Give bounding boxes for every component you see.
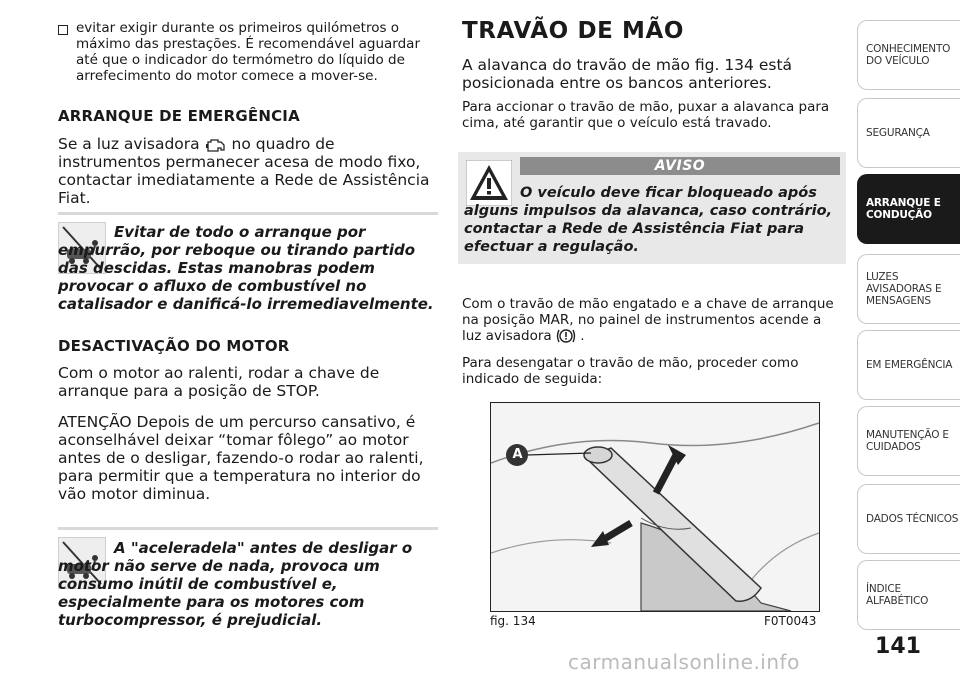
chapter-tab-8[interactable]: ÍNDICE ALFABÉTICO (857, 560, 960, 630)
chapter-tab-6[interactable]: MANUTENÇÃO E CUIDADOS (857, 406, 960, 476)
chapter-tab-5[interactable]: EM EMERGÊNCIA (857, 330, 960, 400)
warning-text-push-start: Evitar de todo o arranque por empurrão, por reboque ou tirando partido das descidas. Estas manobras podem provocar o afluxo de combustível no catalisador e danificá-lo irremediavelmente. (58, 223, 434, 313)
chapter-tab-1[interactable]: CONHECIMENTO DO VEÍCULO (857, 20, 960, 90)
bullet-item (58, 20, 436, 84)
emergency-start-text (58, 135, 438, 207)
figure-label: fig. 134 (490, 614, 536, 628)
warning-box-revving (58, 527, 438, 630)
watermark: carmanualsonline.info (568, 650, 800, 674)
page-title: TRAVÃO DE MÃO (462, 18, 685, 44)
section-title-emergency-start: ARRANQUE DE EMERGÊNCIA (58, 107, 300, 125)
handbrake-intro-1: A alavanca do travão de mão fig. 134 está posicionada entre os bancos anteriores. (462, 56, 793, 92)
chapter-tab-2[interactable]: SEGURANÇA (857, 98, 960, 168)
emergency-start-text-a: Se a luz avisadora (58, 135, 200, 153)
checkbox-icon (58, 23, 74, 39)
page-number: 141 (875, 634, 921, 659)
section-title-engine-off: DESACTIVAÇÃO DO MOTOR (58, 337, 290, 355)
brake-warning-icon (556, 328, 576, 344)
chapter-tab-4[interactable]: LUZES AVISADORAS E MENSAGENS (857, 254, 960, 324)
chapter-tab-7[interactable]: DADOS TÉCNICOS (857, 484, 960, 554)
chapter-tab-3[interactable]: ARRANQUE E CONDUÇÃO (857, 174, 960, 244)
engine-warning-icon (205, 137, 227, 153)
aviso-box (458, 152, 846, 264)
handbrake-illustration (491, 403, 819, 611)
chapter-tabs (857, 0, 960, 678)
engine-off-text-2: ATENÇÃO Depois de um percurso cansativo, é aconselhável deixar “tomar fôlego” ao motor antes de o desligar, fazendo-o rodar ao ralenti, para permitir que a temperatura no interior do vão motor diminua. (58, 413, 424, 503)
handbrake-para-3: Com o travão de mão engatado e a chave de arranque na posição MAR, no painel de instrumentos acende a luz avisadora . (462, 296, 834, 344)
figure-handbrake (490, 402, 820, 612)
engine-off-text-1: Com o motor ao ralenti, rodar a chave de arranque para a posição de STOP. (58, 364, 380, 400)
handbrake-para-4: Para desengatar o travão de mão, proceder como indicado de seguida: (462, 355, 799, 387)
figure-code: F0T0043 (764, 614, 817, 628)
bullet-text: evitar exigir durante os primeiros quilómetros o máximo das prestações. É recomendável aguardar até que o indicador do termómetro do líquido de arrefecimento do motor comece a mover-se. (76, 20, 420, 84)
figure-callout-a: A (512, 447, 523, 462)
handbrake-intro-2: Para accionar o travão de mão, puxar a alavanca para cima, até garantir que o veículo está travado. (462, 99, 830, 131)
aviso-label: AVISO (520, 157, 840, 175)
aviso-text: O veículo deve ficar bloqueado após alguns impulsos da alavanca, caso contrário, contactar a Rede de Assistência Fiat para efectuar a regulação. (464, 185, 833, 255)
warning-box-push-start (58, 212, 438, 325)
emergency-start-text-b: no quadro de instrumentos permanecer acesa de modo fixo, contactar imediatamente a Rede de Assistência Fiat. (58, 135, 430, 207)
warning-text-revving: A "aceleradela" antes de desligar o motor não serve de nada, provoca um consumo inútil de combustível e, especialmente para os motores com turbocompressor, é prejudicial. (58, 539, 413, 629)
